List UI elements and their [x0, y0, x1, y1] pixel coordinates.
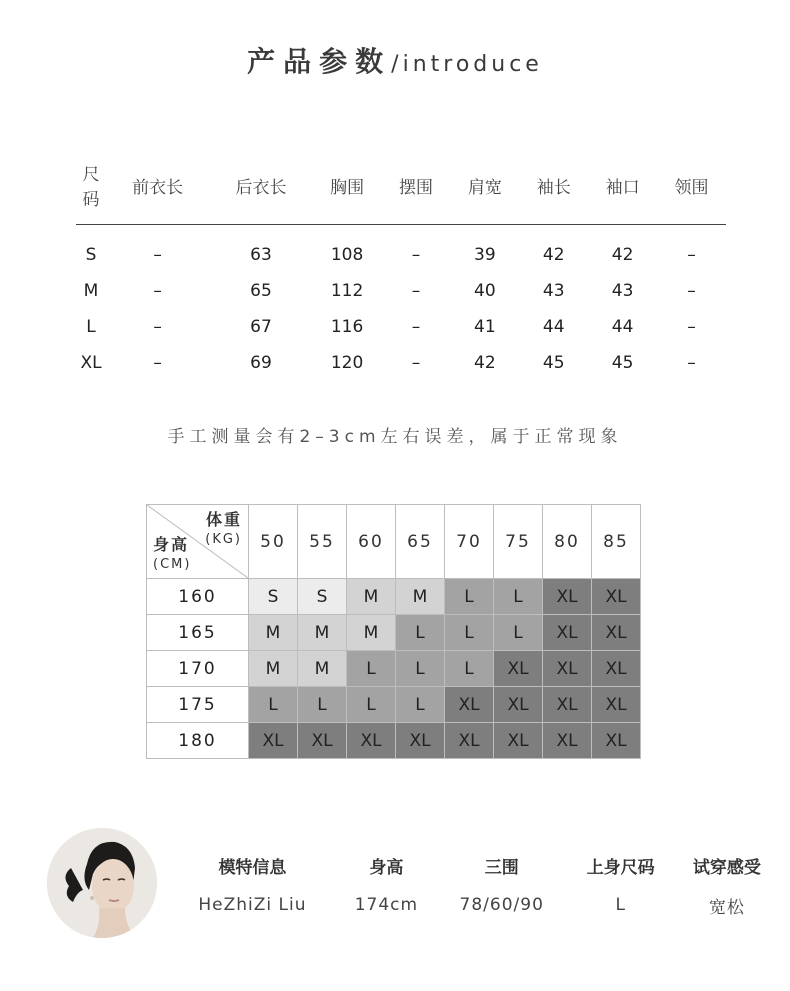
spec-cell: – — [687, 353, 696, 373]
size-cell: L — [396, 687, 445, 723]
size-cell: XL — [543, 615, 592, 651]
size-cell: XL — [396, 723, 445, 759]
size-cell: XL — [494, 651, 543, 687]
size-cell: M — [298, 615, 347, 651]
size-cell: L — [347, 651, 396, 687]
size-cell: L — [445, 651, 494, 687]
size-cell: XL — [592, 579, 641, 615]
height-cell: 165 — [147, 615, 249, 651]
size-cell: M — [396, 579, 445, 615]
grid-row — [147, 651, 641, 687]
spec-cell: XL — [80, 353, 102, 373]
weight-header-cell: 60 — [347, 505, 396, 579]
spec-row — [76, 345, 726, 381]
spec-cell: – — [687, 317, 696, 337]
title-en: /introduce — [391, 52, 543, 77]
spec-cell: 112 — [330, 281, 364, 301]
height-cell: 160 — [147, 579, 249, 615]
size-cell: L — [445, 615, 494, 651]
spec-header: 后衣长 — [209, 160, 312, 225]
size-cell: XL — [347, 723, 396, 759]
size-cell: XL — [298, 723, 347, 759]
spec-header: 肩宽 — [450, 160, 519, 225]
spec-cell: 45 — [611, 353, 634, 373]
height-axis-label — [153, 536, 191, 574]
spec-cell: 42 — [611, 245, 634, 265]
page-title — [0, 40, 790, 80]
size-cell: L — [494, 579, 543, 615]
model-header-row — [168, 850, 780, 880]
grid-row — [147, 579, 641, 615]
grid-row — [147, 687, 641, 723]
size-cell: L — [396, 615, 445, 651]
spec-cell: 116 — [330, 317, 364, 337]
size-cell: XL — [445, 723, 494, 759]
size-cell: L — [249, 687, 298, 723]
size-cell: XL — [592, 651, 641, 687]
spec-cell: – — [411, 353, 421, 373]
height-cell: 175 — [147, 687, 249, 723]
grid-row — [147, 723, 641, 759]
model-header: 三围 — [484, 857, 519, 878]
size-cell: XL — [494, 723, 543, 759]
spec-cell: 40 — [474, 281, 496, 301]
spec-cell: 67 — [250, 317, 272, 337]
spec-cell: – — [153, 281, 162, 301]
spec-header: 袖长 — [519, 160, 588, 225]
spec-cell: – — [411, 281, 421, 301]
spec-header: 尺码 — [76, 160, 106, 225]
model-header: 身高 — [369, 857, 404, 878]
spec-cell: 120 — [330, 353, 364, 373]
weight-header-cell: 85 — [592, 505, 641, 579]
size-cell: XL — [543, 687, 592, 723]
size-cell: XL — [543, 723, 592, 759]
size-cell: XL — [592, 615, 641, 651]
model-value-row — [168, 880, 780, 930]
spec-cell: – — [153, 353, 162, 373]
spec-cell: 65 — [250, 281, 272, 301]
spec-row — [76, 273, 726, 309]
size-recommendation-grid — [146, 504, 641, 759]
weight-header-cell: 65 — [396, 505, 445, 579]
spec-cell: 63 — [250, 245, 272, 265]
spec-cell: 41 — [474, 317, 496, 337]
spec-cell: 39 — [474, 245, 496, 265]
weight-unit: (KG) — [205, 532, 242, 547]
weight-header-cell: 55 — [298, 505, 347, 579]
weight-label: 体重 — [205, 510, 242, 529]
size-cell: XL — [543, 579, 592, 615]
model-header: 试穿感受 — [692, 857, 761, 878]
spec-cell: 69 — [250, 353, 272, 373]
size-cell: XL — [445, 687, 494, 723]
weight-header-cell: 75 — [494, 505, 543, 579]
grid-corner-cell — [147, 505, 249, 579]
spec-cell: – — [687, 245, 696, 265]
size-cell: XL — [249, 723, 298, 759]
spec-cell: – — [411, 245, 421, 265]
size-cell: M — [347, 579, 396, 615]
size-cell: L — [298, 687, 347, 723]
spec-cell: 42 — [474, 353, 496, 373]
spec-header: 袖口 — [588, 160, 657, 225]
grid-row — [147, 615, 641, 651]
spec-cell: – — [411, 317, 421, 337]
spec-row — [76, 225, 726, 274]
size-cell: XL — [592, 723, 641, 759]
height-label: 身高 — [153, 535, 190, 554]
spec-header-row — [76, 160, 726, 225]
height-unit: (CM) — [153, 557, 192, 572]
size-cell: M — [249, 615, 298, 651]
spec-cell: 43 — [542, 281, 565, 301]
height-cell: 180 — [147, 723, 249, 759]
spec-cell: – — [153, 245, 162, 265]
size-cell: L — [396, 651, 445, 687]
spec-cell: 44 — [611, 317, 634, 337]
spec-cell: 43 — [611, 281, 634, 301]
size-cell: M — [298, 651, 347, 687]
size-cell: XL — [543, 651, 592, 687]
spec-cell: S — [85, 245, 97, 265]
model-avatar — [47, 828, 157, 938]
spec-header: 领围 — [657, 160, 726, 225]
model-value: HeZhiZi Liu — [198, 895, 307, 915]
weight-header-cell: 50 — [249, 505, 298, 579]
spec-row — [76, 309, 726, 345]
model-value: 宽松 — [708, 897, 745, 918]
grid-header-row — [147, 505, 641, 579]
size-spec-table — [76, 160, 726, 381]
size-cell: M — [249, 651, 298, 687]
spec-cell: L — [86, 317, 96, 337]
size-cell: XL — [592, 687, 641, 723]
size-cell: L — [445, 579, 494, 615]
spec-cell: – — [687, 281, 696, 301]
size-cell: S — [249, 579, 298, 615]
spec-cell: – — [153, 317, 162, 337]
spec-cell: M — [83, 281, 99, 301]
size-cell: S — [298, 579, 347, 615]
weight-axis-label — [205, 511, 242, 549]
measurement-note: 手工测量会有2–3cm左右误差，属于正常现象 — [167, 427, 623, 447]
spec-header: 前衣长 — [106, 160, 209, 225]
weight-header-cell: 70 — [445, 505, 494, 579]
spec-cell: 44 — [542, 317, 565, 337]
size-cell: XL — [494, 687, 543, 723]
title-zh: 产品参数 — [247, 45, 392, 78]
weight-header-cell: 80 — [543, 505, 592, 579]
spec-cell: 108 — [330, 245, 364, 265]
model-value: 174cm — [354, 895, 419, 915]
spec-cell: 42 — [542, 245, 565, 265]
model-header: 上身尺码 — [586, 857, 655, 878]
size-cell: L — [494, 615, 543, 651]
height-cell: 170 — [147, 651, 249, 687]
model-value: L — [615, 895, 626, 915]
size-cell: L — [347, 687, 396, 723]
model-info-table — [168, 850, 780, 930]
spec-header: 胸围 — [313, 160, 382, 225]
spec-header: 摆围 — [382, 160, 451, 225]
model-value: 78/60/90 — [459, 895, 544, 915]
size-cell: M — [347, 615, 396, 651]
model-header: 模特信息 — [218, 857, 287, 878]
spec-cell: 45 — [542, 353, 565, 373]
